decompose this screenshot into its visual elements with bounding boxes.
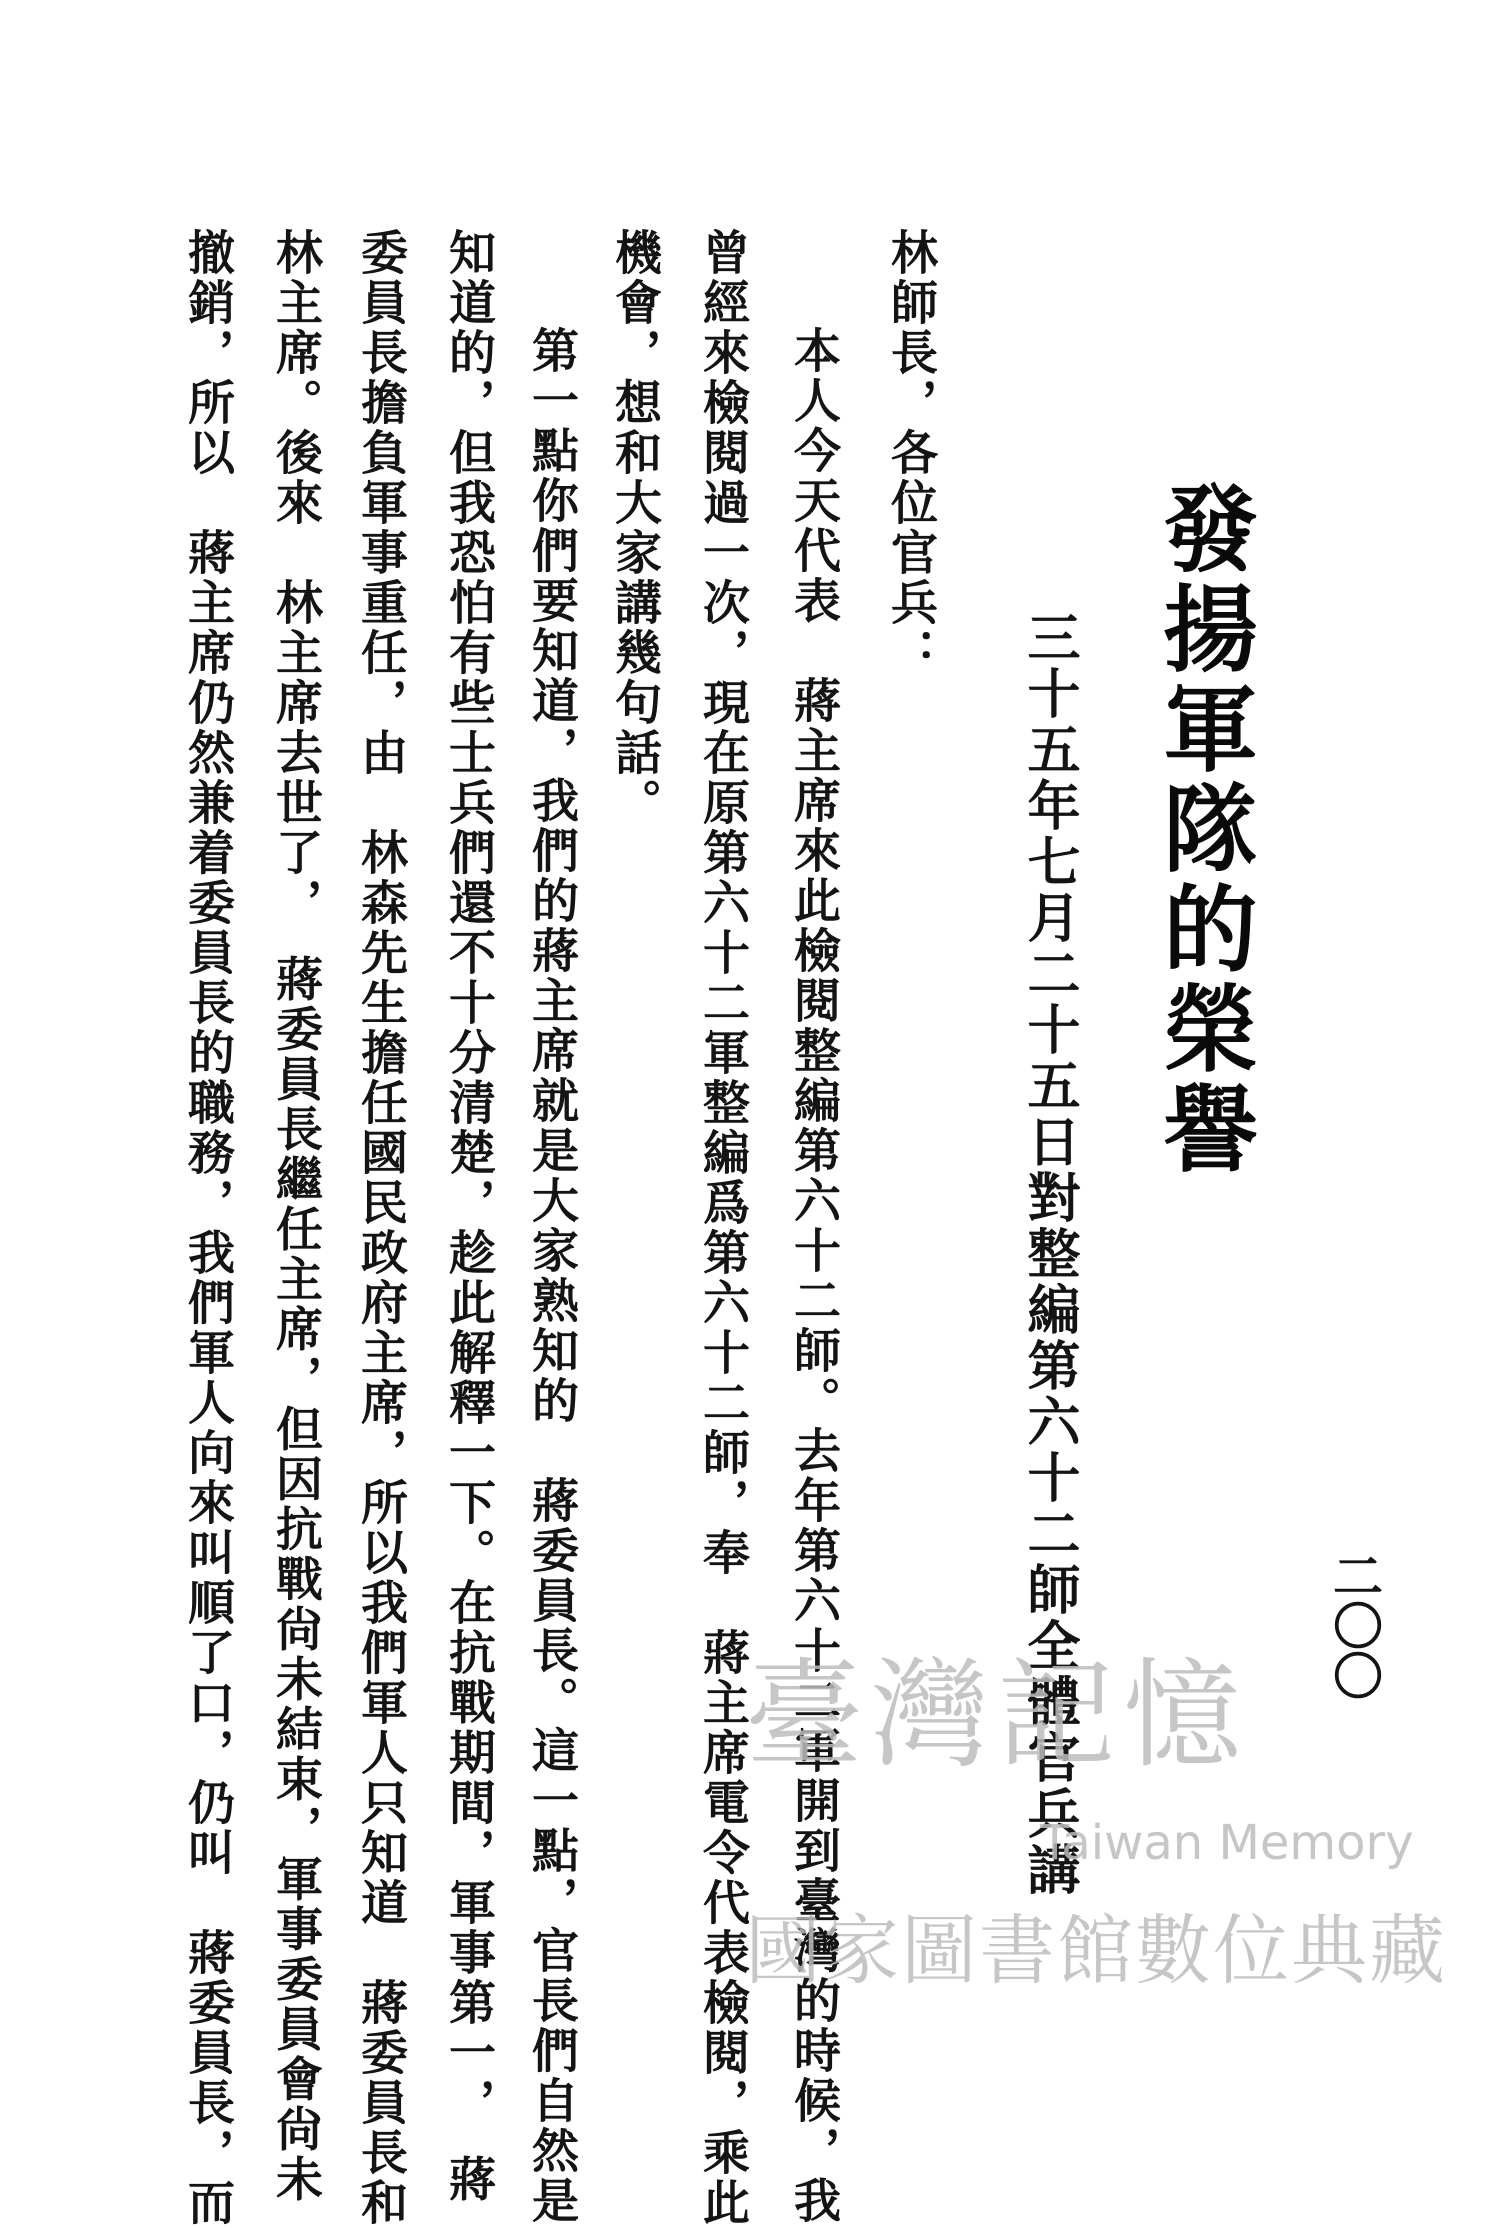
body-column: 撤銷，所以 蔣主席仍然兼着委員長的職務，我們軍人向來叫順了口，仍叫 蔣委員長，而 — [180, 228, 235, 2228]
body-column: 機會，想和大家講幾句話。 — [607, 228, 662, 828]
watermark-english-text: Taiwan Memory — [1040, 1815, 1414, 1871]
watermark-organization: 國家圖書館數位典藏 — [745, 1906, 1447, 1995]
body-column: 曾經來檢閱過一次，現在原第六十二軍整編爲第六十二師，奉 蔣主席電令代表檢閱，乘此 — [695, 228, 750, 2228]
body-column: 本人今天代表 蔣主席來此檢閱整編第六十二師。去年第六十二軍開到臺灣的時候，我 — [786, 326, 841, 2226]
body-column: 第一點你們要知道，我們的蔣主席就是大家熟知的 蔣委員長。這一點，官長們自然是 — [524, 326, 579, 2226]
body-column: 林師長，各位官兵： — [883, 228, 938, 678]
speech-subtitle: 三十五年七月二十五日對整編第六十二師全體官兵講 — [1019, 610, 1081, 1898]
body-column: 林主席。後來 林主席去世了， 蔣委員長繼任主席，但因抗戰尙未結束，軍事委員會尙未 — [268, 228, 323, 2205]
page-title: 發揚軍隊的榮譽 — [1147, 480, 1257, 1180]
body-column: 委員長擔負軍事重任，由 林森先生擔任國民政府主席，所以我們軍人只知道 蔣委員長和 — [353, 228, 408, 2228]
watermark-logo-text: 臺灣記憶 — [745, 1646, 1250, 1784]
body-column: 知道的，但我恐怕有些士兵們還不十分清楚，趁此解釋一下。在抗戰期間，軍事第一， 蔣 — [441, 228, 496, 2205]
page-number: 二〇〇 — [1325, 1550, 1384, 1700]
